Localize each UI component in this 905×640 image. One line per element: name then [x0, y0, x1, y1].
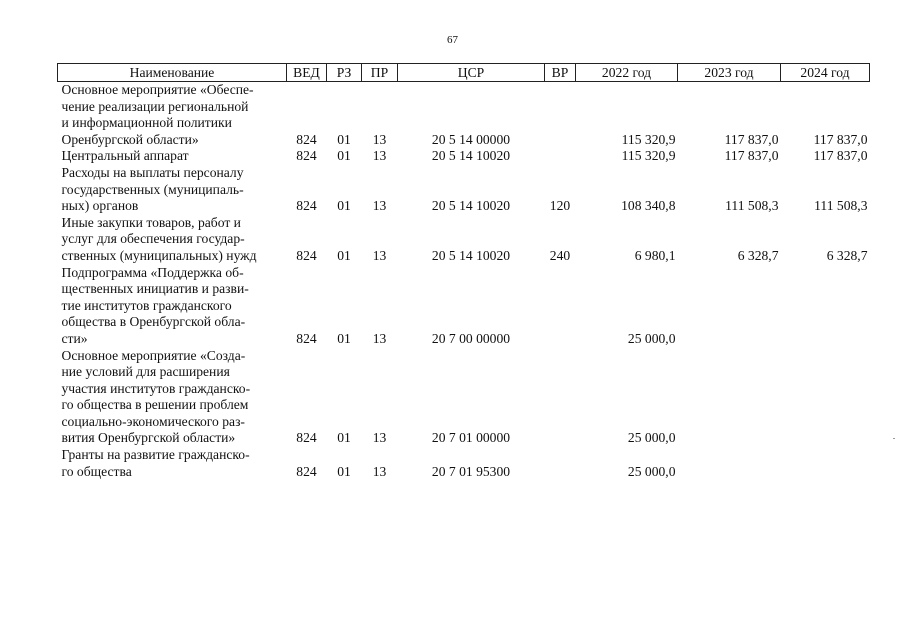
header-rz: РЗ	[327, 64, 362, 82]
table-row	[58, 447, 870, 480]
row-csr: 20 7 00 00000	[431, 330, 511, 346]
row-name: Основное мероприятие «Созда- ние условий для расширения участия институтов гражданско- го общества в решении проблем социально-экономического раз- вития Оренбургской области»	[61, 347, 251, 446]
row-vr: 120	[549, 198, 571, 214]
row-vr	[545, 348, 576, 448]
row-2023	[678, 447, 781, 480]
row-vr	[545, 447, 576, 480]
table-row	[58, 165, 870, 215]
row-rz: 01	[337, 463, 351, 479]
row-rz: 01	[337, 430, 351, 446]
row-pr: 13	[372, 463, 387, 479]
row-2024	[781, 348, 870, 448]
row-2022: 25 000,0	[627, 430, 676, 446]
scan-speck	[893, 438, 895, 439]
page-number: 67	[447, 34, 458, 46]
row-rz: 01	[337, 131, 351, 147]
row-2024	[781, 265, 870, 348]
row-2024: 117 837,0	[813, 148, 868, 164]
row-pr: 13	[372, 131, 387, 147]
row-ved: 824	[296, 463, 317, 479]
row-rz: 01	[337, 247, 351, 263]
row-2023	[678, 265, 781, 348]
row-rz: 01	[337, 198, 351, 214]
table-header-row	[58, 64, 870, 82]
table-row	[58, 265, 870, 348]
row-2023	[678, 348, 781, 448]
row-2023: 111 508,3	[725, 198, 779, 214]
row-csr: 20 5 14 10020	[431, 198, 511, 214]
row-ved: 824	[296, 330, 317, 346]
row-vr	[545, 148, 576, 165]
row-vr	[545, 82, 576, 149]
header-ved: ВЕД	[287, 64, 327, 82]
row-name: Гранты на развитие гражданско- го общества	[61, 447, 250, 479]
row-pr: 13	[372, 247, 387, 263]
row-2022: 115 320,9	[621, 148, 676, 164]
header-2023: 2023 год	[678, 64, 781, 82]
row-pr: 13	[372, 198, 387, 214]
row-csr: 20 5 14 10020	[431, 148, 511, 164]
row-2022: 6 980,1	[634, 247, 676, 263]
header-2024: 2024 год	[781, 64, 870, 82]
row-ved: 824	[296, 430, 317, 446]
row-csr: 20 5 14 00000	[431, 131, 511, 147]
row-ved: 824	[296, 131, 317, 147]
row-2023: 117 837,0	[724, 148, 779, 164]
row-ved: 824	[296, 247, 317, 263]
row-2023: 6 328,7	[737, 247, 779, 263]
header-vr: ВР	[545, 64, 576, 82]
table-row	[58, 348, 870, 448]
row-rz: 01	[337, 148, 351, 164]
row-2022: 108 340,8	[621, 198, 676, 214]
row-pr: 13	[372, 430, 387, 446]
row-csr: 20 7 01 95300	[431, 463, 511, 479]
row-name: Подпрограмма «Поддержка об- щественных инициатив и разви- тие институтов гражданского общества в Оренбургской обла- сти»	[61, 264, 249, 346]
table-row	[58, 82, 870, 149]
row-2024: 111 508,3	[814, 198, 868, 214]
row-csr: 20 7 01 00000	[431, 430, 511, 446]
row-2024	[781, 447, 870, 480]
row-rz: 01	[337, 330, 351, 346]
header-2022: 2022 год	[576, 64, 678, 82]
row-name: Центральный аппарат	[61, 148, 189, 164]
row-2024: 117 837,0	[813, 131, 868, 147]
row-2023: 117 837,0	[724, 131, 779, 147]
header-name: Наименование	[58, 64, 287, 82]
row-csr: 20 5 14 10020	[431, 247, 511, 263]
table-row	[58, 148, 870, 165]
row-2022: 25 000,0	[627, 463, 676, 479]
header-pr: ПР	[362, 64, 398, 82]
row-ved: 824	[296, 148, 317, 164]
row-ved: 824	[296, 198, 317, 214]
row-name: Основное мероприятие «Обеспе- чение реализации региональной и информационной политики Оренбургской области»	[61, 82, 254, 147]
row-2022: 115 320,9	[621, 131, 676, 147]
row-2024: 6 328,7	[826, 247, 868, 263]
header-csr: ЦСР	[398, 64, 545, 82]
row-2022: 25 000,0	[627, 330, 676, 346]
row-vr	[545, 265, 576, 348]
table-row	[58, 215, 870, 265]
row-pr: 13	[372, 148, 387, 164]
budget-table	[57, 63, 870, 480]
row-vr: 240	[549, 247, 571, 263]
row-name: Иные закупки товаров, работ и услуг для обеспечения государ- ственных (муниципальных) нужд	[61, 214, 257, 263]
row-pr: 13	[372, 330, 387, 346]
row-name: Расходы на выплаты персоналу государственных (муниципаль- ных) органов	[61, 164, 244, 214]
